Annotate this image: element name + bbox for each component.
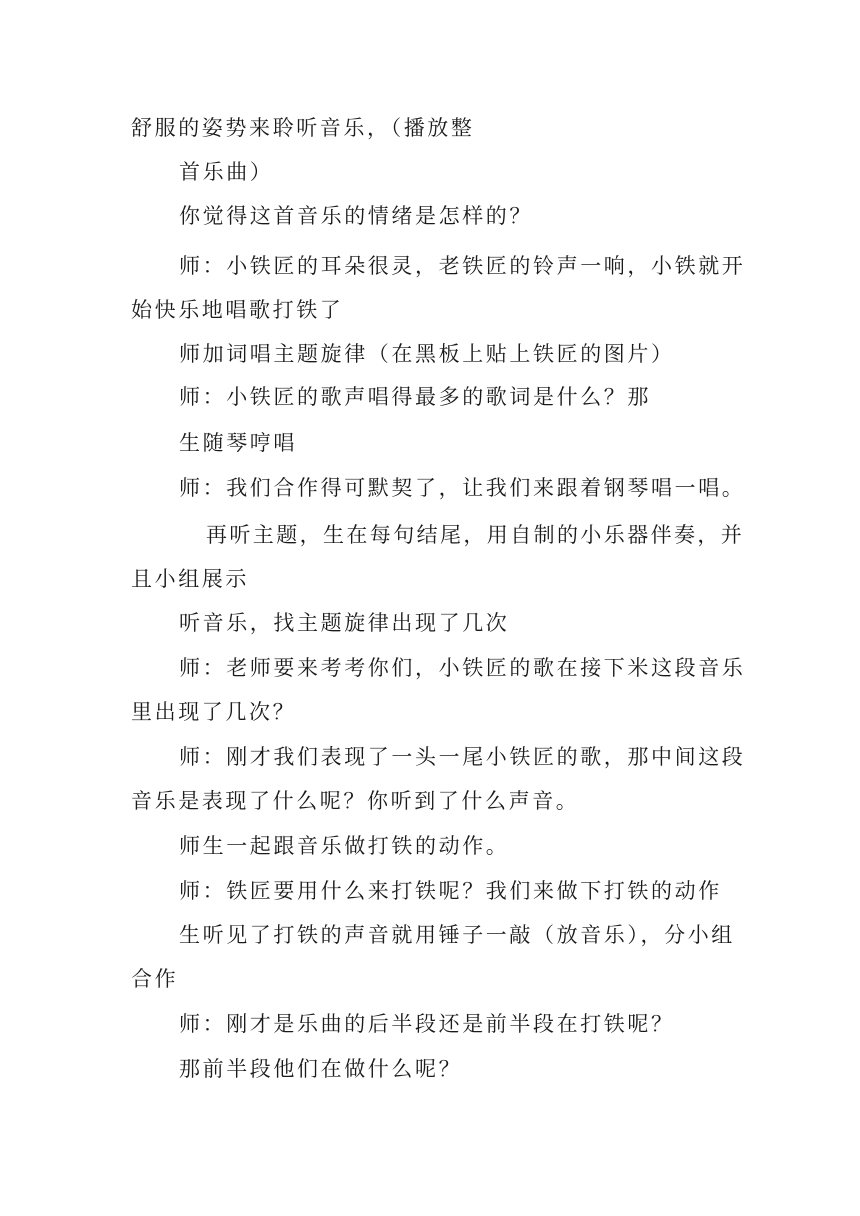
text-line-7: 师：小铁匠的歌声唱得最多的歌词是什么？那	[179, 385, 651, 409]
text-line-17: 师生一起跟音乐做打铁的动作。	[179, 834, 510, 858]
text-line-3: 你觉得这首音乐的情绪是怎样的？	[179, 204, 533, 228]
text-line-14: 里出现了几次？	[131, 700, 297, 724]
text-line-9: 师：我们合作得可默契了，让我们来跟着钢琴唱一唱。	[179, 476, 746, 500]
text-line-1: 舒服的姿势来聆听音乐，（播放整	[131, 116, 475, 140]
text-line-10: 再听主题，生在每句结尾，用自制的小乐器伴奏，并	[206, 523, 745, 547]
text-line-8: 生随琴哼唱	[179, 431, 297, 455]
text-line-20: 合作	[131, 967, 179, 991]
text-line-18: 师：铁匠要用什么来打铁呢？我们来做下打铁的动作	[179, 879, 722, 903]
text-line-11: 且小组展示	[131, 567, 249, 591]
text-line-13: 师：老师要来考考你们，小铁匠的歌在接下米这段音乐	[179, 656, 746, 680]
text-line-21: 师：刚才是乐曲的后半段还是前半段在打铁呢？	[179, 1012, 675, 1036]
text-line-22: 那前半段他们在做什么呢？	[179, 1057, 463, 1081]
text-line-2: 首乐曲）	[179, 160, 274, 184]
text-line-16: 音乐是表现了什么呢？你听到了什么声音。	[131, 789, 580, 813]
text-line-4: 师：小铁匠的耳朵很灵，老铁匠的铃声一响，小铁就开	[179, 254, 746, 278]
text-line-12: 听音乐，找主题旋律出现了几次	[179, 611, 510, 635]
text-line-19: 生听见了打铁的声音就用锤子一敲（放音乐），分小组	[179, 923, 735, 947]
text-line-6: 师加词唱主题旋律（在黑板上贴上铁匠的图片）	[179, 342, 675, 366]
text-line-5: 始快乐地唱歌打铁了	[131, 298, 344, 322]
text-line-15: 师：刚才我们表现了一头一尾小铁匠的歌，那中间这段	[179, 745, 746, 769]
